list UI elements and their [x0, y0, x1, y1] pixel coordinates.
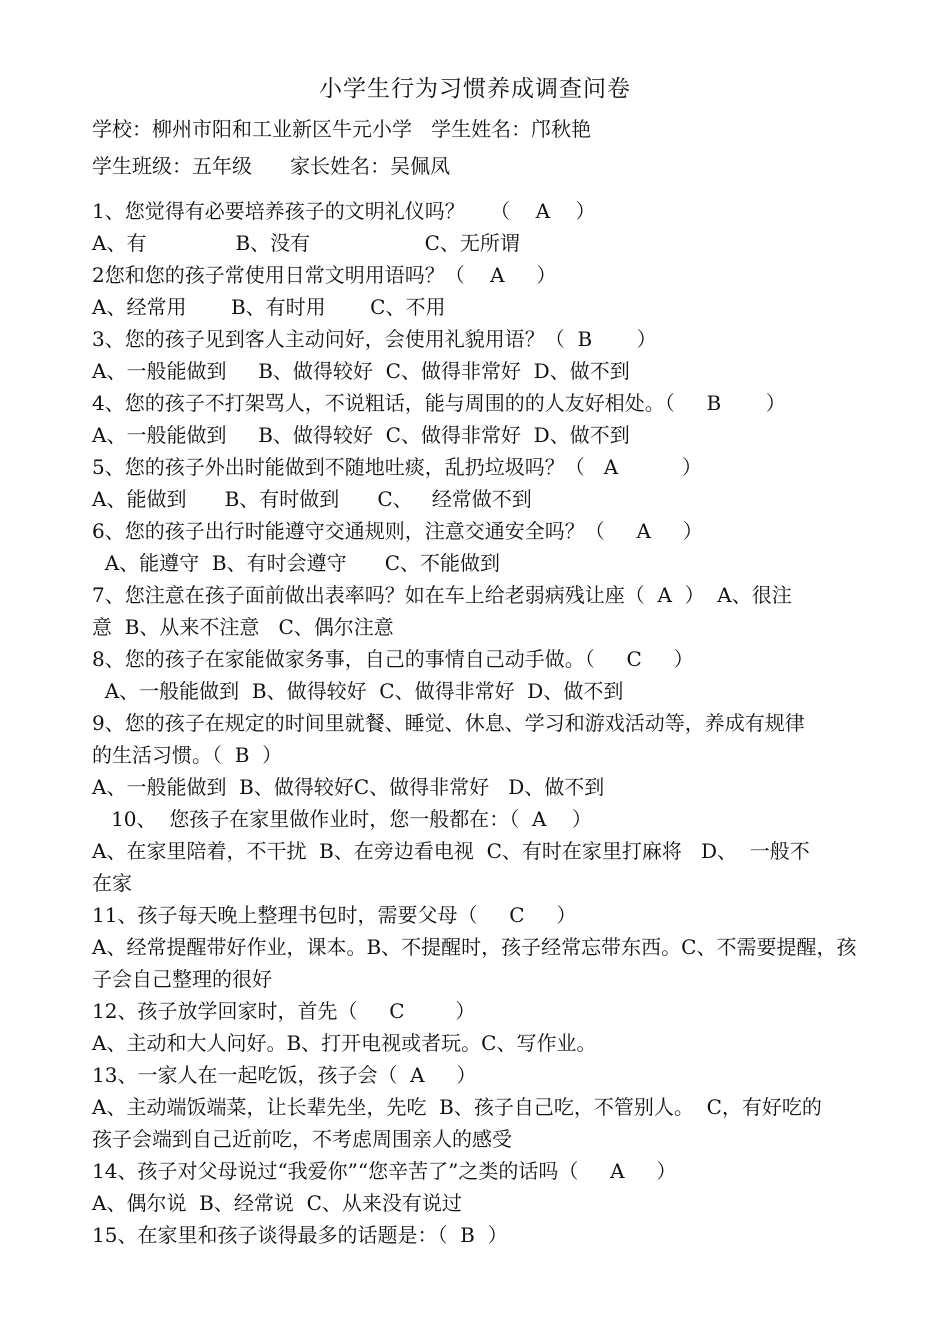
question-9-options: A、一般能做到 B、做得较好C、做得非常好 D、做不到 [92, 775, 605, 799]
question-7: 7、您注意在孩子面前做出表率吗？如在车上给老弱病残让座（ A ） A、很注 [92, 583, 792, 607]
question-3-options: A、一般能做到 B、做得较好 C、做得非常好 D、做不到 [92, 359, 630, 383]
question-11-options-cont: 子会自己整理的很好 [92, 967, 272, 991]
question-2-options: A、经常用 B、有时用 C、不用 [92, 295, 446, 319]
question-7-cont: 意 B、从来不注意 C、偶尔注意 [92, 615, 394, 639]
question-5-options: A、能做到 B、有时做到 C、 经常做不到 [92, 487, 532, 511]
question-11-options: A、经常提醒带好作业，课本。B、不提醒时，孩子经常忘带东西。C、不需要提醒，孩 [92, 935, 857, 959]
question-13: 13、一家人在一起吃饭，孩子会（ A ） [92, 1063, 477, 1087]
question-12: 12、孩子放学回家时，首先（ C ） [92, 999, 476, 1023]
question-11: 11、孩子每天晚上整理书包时，需要父母（ C ） [92, 903, 577, 927]
question-8-options: A、一般能做到 B、做得较好 C、做得非常好 D、做不到 [92, 679, 624, 703]
question-10-options: A、在家里陪着，不干扰 B、在旁边看电视 C、有时在家里打麻将 D、 一般不 [92, 839, 810, 863]
question-12-options: A、主动和大人问好。B、打开电视或者玩。C、写作业。 [92, 1031, 597, 1055]
question-10: 10、 您孩子在家里做作业时，您一般都在：（ A ） [92, 807, 592, 831]
question-9: 9、您的孩子在规定的时间里就餐、睡觉、休息、学习和游戏活动等，养成有规律 [92, 711, 805, 735]
question-1: 1、您觉得有必要培养孩子的文明礼仪吗？ （ A ） [92, 199, 596, 223]
class-parent-line: 学生班级：五年级 家长姓名：吴佩凤 [92, 154, 451, 178]
question-15: 15、在家里和孩子谈得最多的话题是：（ B ） [92, 1223, 508, 1247]
question-6-options: A、能遵守 B、有时会遵守 C、不能做到 [92, 551, 501, 575]
school-student-line: 学校：柳州市阳和工业新区牛元小学 学生姓名：邝秋艳 [92, 117, 592, 141]
question-13-options: A、主动端饭端菜，让长辈先坐，先吃 B、孩子自己吃，不管别人。 C，有好吃的 [92, 1095, 822, 1119]
question-4-options: A、一般能做到 B、做得较好 C、做得非常好 D、做不到 [92, 423, 630, 447]
question-13-options-cont: 孩子会端到自己近前吃，不考虑周围亲人的感受 [92, 1127, 512, 1151]
question-14: 14、孩子对父母说过“我爱你”“您辛苦了”之类的话吗（ A ） [92, 1159, 677, 1183]
question-14-options: A、偶尔说 B、经常说 C、从来没有说过 [92, 1191, 462, 1215]
question-2: 2您和您的孩子常使用日常文明用语吗？（ A ） [92, 263, 557, 287]
question-8: 8、您的孩子在家能做家务事，自己的事情自己动手做。（ C ） [92, 647, 694, 671]
question-6: 6、您的孩子出行时能遵守交通规则，注意交通安全吗？（ A ） [92, 519, 703, 543]
question-10-options-cont: 在家 [92, 871, 132, 895]
question-5: 5、您的孩子外出时能做到不随地吐痰，乱扔垃圾吗？（ A ） [92, 455, 702, 479]
question-4: 4、您的孩子不打架骂人，不说粗话，能与周围的的人友好相处。（ B ） [92, 391, 786, 415]
question-9-cont: 的生活习惯。（ B ） [92, 743, 283, 767]
question-3: 3、您的孩子见到客人主动问好，会使用礼貌用语？（ B ） [92, 327, 657, 351]
document-title: 小学生行为习惯养成调查问卷 [319, 76, 631, 102]
question-1-options: A、有 B、没有 C、无所谓 [92, 231, 520, 255]
